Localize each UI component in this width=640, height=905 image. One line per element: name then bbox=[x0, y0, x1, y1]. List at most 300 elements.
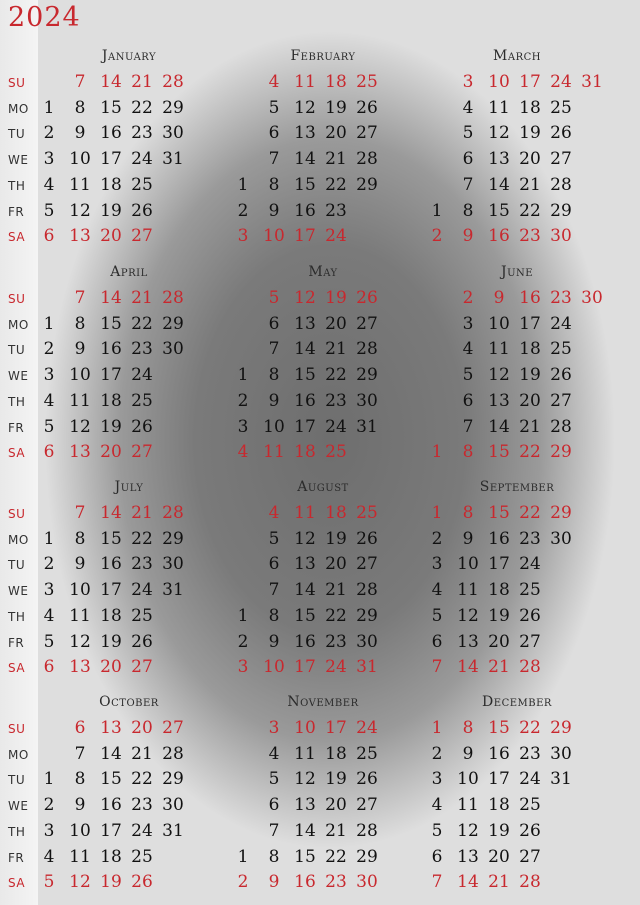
day-number: 17 bbox=[100, 365, 122, 386]
day-number: 28 bbox=[356, 339, 378, 360]
day-number: 20 bbox=[100, 442, 122, 463]
day-number: 28 bbox=[356, 820, 378, 841]
day-number: 14 bbox=[100, 72, 122, 92]
day-number: 3 bbox=[43, 820, 55, 841]
day-number: 24 bbox=[325, 226, 347, 247]
day-number: 19 bbox=[325, 97, 347, 118]
day-number: 13 bbox=[294, 313, 316, 334]
day-number: 21 bbox=[488, 872, 510, 893]
day-number: 15 bbox=[294, 846, 316, 867]
day-number: 25 bbox=[550, 97, 572, 118]
day-number: 25 bbox=[131, 174, 153, 195]
day-number: 14 bbox=[100, 743, 122, 764]
day-number: 20 bbox=[325, 313, 347, 334]
day-number: 28 bbox=[550, 416, 572, 437]
day-number: 15 bbox=[488, 200, 510, 221]
day-number: 3 bbox=[462, 313, 474, 334]
day-number: 28 bbox=[550, 174, 572, 195]
day-number: 4 bbox=[237, 442, 249, 463]
day-number: 1 bbox=[43, 528, 55, 549]
day-number: 7 bbox=[462, 174, 474, 195]
day-number: 28 bbox=[162, 743, 184, 764]
day-number: 21 bbox=[325, 580, 347, 601]
day-number: 21 bbox=[325, 820, 347, 841]
day-number: 26 bbox=[131, 200, 153, 221]
day-number: 19 bbox=[519, 365, 541, 386]
day-number: 4 bbox=[462, 339, 474, 360]
day-number: 11 bbox=[263, 442, 285, 463]
day-number: 1 bbox=[431, 442, 443, 463]
day-number: 29 bbox=[356, 365, 378, 386]
day-number: 11 bbox=[457, 580, 479, 601]
day-number: 18 bbox=[488, 580, 510, 601]
day-number: 1 bbox=[43, 313, 55, 334]
day-number: 11 bbox=[457, 795, 479, 816]
day-number: 27 bbox=[356, 123, 378, 144]
day-number: 29 bbox=[550, 718, 572, 738]
day-number: 2 bbox=[237, 872, 249, 893]
day-number: 15 bbox=[100, 313, 122, 334]
day-number: 24 bbox=[131, 149, 153, 170]
day-number: 30 bbox=[550, 528, 572, 549]
day-number: 25 bbox=[325, 442, 347, 463]
day-number: 23 bbox=[550, 288, 572, 308]
day-number: 8 bbox=[268, 605, 280, 626]
day-number: 16 bbox=[519, 288, 541, 308]
day-number: 25 bbox=[356, 743, 378, 764]
day-number: 22 bbox=[131, 769, 153, 790]
day-number: 7 bbox=[431, 872, 443, 893]
day-number: 12 bbox=[457, 820, 479, 841]
day-number: 2 bbox=[43, 554, 55, 575]
day-number: 20 bbox=[325, 123, 347, 144]
day-number: 23 bbox=[325, 631, 347, 652]
day-number: 16 bbox=[294, 631, 316, 652]
day-number: 26 bbox=[131, 631, 153, 652]
day-number: 18 bbox=[325, 72, 347, 92]
day-number: 21 bbox=[519, 174, 541, 195]
day-number: 22 bbox=[131, 528, 153, 549]
day-number: 30 bbox=[550, 743, 572, 764]
day-number: 12 bbox=[69, 200, 91, 221]
day-number: 9 bbox=[74, 795, 86, 816]
day-number: 25 bbox=[519, 580, 541, 601]
day-number: 28 bbox=[519, 657, 541, 678]
day-number: 22 bbox=[325, 174, 347, 195]
day-number: 1 bbox=[237, 174, 249, 195]
day-number: 23 bbox=[131, 123, 153, 144]
day-label: FR bbox=[8, 204, 25, 219]
day-number: 3 bbox=[43, 580, 55, 601]
day-number: 6 bbox=[74, 718, 86, 738]
day-number: 19 bbox=[488, 820, 510, 841]
day-number: 6 bbox=[431, 846, 443, 867]
day-number: 9 bbox=[268, 200, 280, 221]
day-label: TU bbox=[8, 558, 26, 573]
day-number: 2 bbox=[431, 743, 443, 764]
day-number: 16 bbox=[294, 200, 316, 221]
day-number: 7 bbox=[74, 503, 86, 523]
day-number: 2 bbox=[43, 123, 55, 144]
day-number: 9 bbox=[268, 390, 280, 411]
day-number: 31 bbox=[356, 657, 378, 678]
day-label: SA bbox=[8, 876, 26, 891]
day-number: 23 bbox=[519, 528, 541, 549]
day-number: 12 bbox=[69, 416, 91, 437]
day-number: 28 bbox=[356, 580, 378, 601]
day-number: 2 bbox=[237, 390, 249, 411]
day-number: 3 bbox=[431, 554, 443, 575]
day-number: 2 bbox=[237, 200, 249, 221]
day-number: 21 bbox=[131, 743, 153, 764]
day-number: 16 bbox=[488, 226, 510, 247]
day-number: 30 bbox=[550, 226, 572, 247]
day-label: SA bbox=[8, 446, 26, 461]
day-number: 11 bbox=[69, 174, 91, 195]
month-name: September bbox=[479, 479, 555, 495]
day-number: 7 bbox=[431, 657, 443, 678]
day-number: 1 bbox=[43, 97, 55, 118]
day-number: 6 bbox=[268, 554, 280, 575]
year-title: 2024 bbox=[8, 2, 81, 33]
day-number: 11 bbox=[69, 605, 91, 626]
day-number: 11 bbox=[488, 339, 510, 360]
day-number: 9 bbox=[74, 123, 86, 144]
day-number: 10 bbox=[294, 718, 316, 738]
day-number: 8 bbox=[462, 442, 474, 463]
day-label: TU bbox=[8, 127, 26, 142]
day-label: TH bbox=[8, 178, 26, 193]
day-number: 21 bbox=[131, 288, 153, 308]
day-number: 6 bbox=[43, 442, 55, 463]
day-number: 7 bbox=[268, 149, 280, 170]
day-number: 14 bbox=[100, 288, 122, 308]
day-number: 17 bbox=[100, 580, 122, 601]
day-number: 14 bbox=[457, 872, 479, 893]
day-number: 14 bbox=[488, 174, 510, 195]
day-label: MO bbox=[8, 317, 29, 332]
day-number: 28 bbox=[519, 872, 541, 893]
day-number: 10 bbox=[488, 313, 510, 334]
day-number: 30 bbox=[162, 554, 184, 575]
day-label: WE bbox=[8, 153, 29, 168]
day-number: 9 bbox=[74, 554, 86, 575]
day-number: 4 bbox=[43, 846, 55, 867]
day-number: 5 bbox=[43, 872, 55, 893]
day-number: 10 bbox=[263, 416, 285, 437]
month-name: February bbox=[290, 48, 356, 64]
day-number: 6 bbox=[268, 313, 280, 334]
day-label: SU bbox=[8, 76, 26, 90]
day-number: 12 bbox=[488, 123, 510, 144]
day-number: 8 bbox=[268, 846, 280, 867]
day-number: 31 bbox=[356, 416, 378, 437]
day-number: 19 bbox=[488, 605, 510, 626]
day-number: 4 bbox=[43, 605, 55, 626]
day-number: 29 bbox=[356, 846, 378, 867]
day-number: 12 bbox=[294, 97, 316, 118]
day-number: 31 bbox=[162, 149, 184, 170]
day-number: 23 bbox=[325, 872, 347, 893]
day-number: 12 bbox=[488, 365, 510, 386]
day-number: 10 bbox=[69, 149, 91, 170]
day-number: 8 bbox=[74, 769, 86, 790]
day-number: 22 bbox=[131, 313, 153, 334]
day-number: 18 bbox=[294, 442, 316, 463]
day-number: 30 bbox=[356, 872, 378, 893]
day-label: SU bbox=[8, 292, 26, 306]
day-number: 18 bbox=[325, 503, 347, 523]
day-number: 23 bbox=[131, 339, 153, 360]
day-number: 11 bbox=[488, 97, 510, 118]
day-number: 14 bbox=[100, 503, 122, 523]
day-number: 10 bbox=[69, 820, 91, 841]
day-number: 18 bbox=[519, 97, 541, 118]
day-number: 23 bbox=[325, 390, 347, 411]
day-number: 20 bbox=[131, 718, 153, 738]
day-number: 22 bbox=[131, 97, 153, 118]
day-number: 16 bbox=[488, 528, 510, 549]
day-number: 24 bbox=[519, 554, 541, 575]
day-number: 15 bbox=[488, 442, 510, 463]
day-number: 20 bbox=[519, 390, 541, 411]
day-number: 6 bbox=[462, 149, 474, 170]
day-number: 15 bbox=[488, 503, 510, 523]
day-number: 24 bbox=[325, 657, 347, 678]
day-number: 29 bbox=[162, 313, 184, 334]
day-number: 21 bbox=[488, 657, 510, 678]
day-number: 7 bbox=[74, 743, 86, 764]
day-number: 2 bbox=[462, 288, 474, 308]
day-number: 31 bbox=[581, 72, 603, 92]
day-number: 27 bbox=[550, 149, 572, 170]
day-number: 6 bbox=[268, 123, 280, 144]
day-number: 14 bbox=[294, 580, 316, 601]
day-label: TH bbox=[8, 609, 26, 624]
day-number: 15 bbox=[488, 718, 510, 738]
day-number: 23 bbox=[325, 200, 347, 221]
day-number: 28 bbox=[162, 503, 184, 523]
day-label: WE bbox=[8, 369, 29, 384]
day-number: 26 bbox=[519, 605, 541, 626]
day-number: 4 bbox=[268, 72, 280, 92]
month-name: November bbox=[287, 694, 359, 710]
day-number: 1 bbox=[237, 605, 249, 626]
day-label: TU bbox=[8, 343, 26, 358]
day-number: 5 bbox=[268, 288, 280, 308]
day-number: 24 bbox=[131, 820, 153, 841]
day-number: 18 bbox=[325, 743, 347, 764]
day-number: 3 bbox=[431, 769, 443, 790]
day-number: 18 bbox=[100, 174, 122, 195]
day-number: 4 bbox=[462, 97, 474, 118]
day-number: 26 bbox=[356, 528, 378, 549]
day-number: 9 bbox=[493, 288, 505, 308]
day-number: 15 bbox=[294, 605, 316, 626]
day-number: 21 bbox=[325, 149, 347, 170]
day-number: 5 bbox=[268, 528, 280, 549]
day-number: 16 bbox=[100, 795, 122, 816]
day-number: 21 bbox=[519, 416, 541, 437]
day-number: 15 bbox=[100, 528, 122, 549]
day-number: 19 bbox=[100, 872, 122, 893]
day-number: 25 bbox=[550, 339, 572, 360]
day-number: 10 bbox=[457, 769, 479, 790]
day-number: 26 bbox=[519, 820, 541, 841]
day-number: 2 bbox=[237, 631, 249, 652]
day-number: 27 bbox=[356, 313, 378, 334]
day-number: 25 bbox=[356, 503, 378, 523]
day-number: 12 bbox=[294, 288, 316, 308]
day-number: 11 bbox=[69, 846, 91, 867]
day-number: 29 bbox=[550, 442, 572, 463]
day-number: 27 bbox=[550, 390, 572, 411]
day-number: 10 bbox=[263, 657, 285, 678]
day-number: 4 bbox=[431, 580, 443, 601]
day-label: MO bbox=[8, 101, 29, 116]
day-number: 12 bbox=[69, 631, 91, 652]
day-label: WE bbox=[8, 799, 29, 814]
day-number: 16 bbox=[100, 554, 122, 575]
day-number: 20 bbox=[100, 657, 122, 678]
day-number: 27 bbox=[519, 846, 541, 867]
day-number: 9 bbox=[74, 339, 86, 360]
day-number: 18 bbox=[100, 390, 122, 411]
day-number: 13 bbox=[69, 226, 91, 247]
day-number: 25 bbox=[519, 795, 541, 816]
day-number: 18 bbox=[100, 846, 122, 867]
day-number: 14 bbox=[294, 339, 316, 360]
day-number: 6 bbox=[431, 631, 443, 652]
day-number: 7 bbox=[268, 339, 280, 360]
day-number: 8 bbox=[462, 200, 474, 221]
day-number: 15 bbox=[100, 769, 122, 790]
day-number: 29 bbox=[162, 97, 184, 118]
day-number: 5 bbox=[43, 200, 55, 221]
day-number: 4 bbox=[431, 795, 443, 816]
day-number: 27 bbox=[356, 554, 378, 575]
day-number: 22 bbox=[519, 718, 541, 738]
day-number: 3 bbox=[43, 149, 55, 170]
day-number: 19 bbox=[519, 123, 541, 144]
day-number: 13 bbox=[488, 149, 510, 170]
month-name: January bbox=[101, 48, 157, 64]
day-number: 22 bbox=[325, 846, 347, 867]
day-label: MO bbox=[8, 532, 29, 547]
day-number: 26 bbox=[356, 97, 378, 118]
day-number: 6 bbox=[43, 226, 55, 247]
day-number: 3 bbox=[237, 226, 249, 247]
day-number: 27 bbox=[162, 718, 184, 738]
day-number: 2 bbox=[431, 226, 443, 247]
day-number: 27 bbox=[519, 631, 541, 652]
month-name: December bbox=[482, 694, 552, 710]
day-number: 8 bbox=[74, 313, 86, 334]
day-number: 30 bbox=[162, 795, 184, 816]
day-number: 8 bbox=[268, 174, 280, 195]
day-number: 14 bbox=[294, 820, 316, 841]
day-number: 10 bbox=[263, 226, 285, 247]
day-number: 7 bbox=[462, 416, 474, 437]
day-number: 6 bbox=[43, 657, 55, 678]
day-number: 3 bbox=[462, 72, 474, 92]
day-number: 25 bbox=[131, 846, 153, 867]
day-number: 5 bbox=[462, 123, 474, 144]
month-name: June bbox=[500, 264, 534, 280]
day-number: 17 bbox=[294, 657, 316, 678]
day-number: 17 bbox=[100, 820, 122, 841]
day-number: 22 bbox=[325, 365, 347, 386]
day-number: 18 bbox=[488, 795, 510, 816]
day-number: 18 bbox=[100, 605, 122, 626]
day-number: 25 bbox=[131, 605, 153, 626]
day-number: 25 bbox=[356, 72, 378, 92]
day-number: 30 bbox=[356, 631, 378, 652]
day-number: 30 bbox=[356, 390, 378, 411]
day-number: 5 bbox=[431, 820, 443, 841]
day-number: 1 bbox=[431, 503, 443, 523]
day-number: 9 bbox=[268, 872, 280, 893]
day-number: 10 bbox=[457, 554, 479, 575]
day-number: 30 bbox=[162, 339, 184, 360]
day-number: 12 bbox=[69, 872, 91, 893]
day-label: WE bbox=[8, 584, 29, 599]
month-name: April bbox=[110, 264, 148, 280]
day-number: 8 bbox=[268, 365, 280, 386]
day-number: 16 bbox=[100, 339, 122, 360]
day-number: 7 bbox=[74, 72, 86, 92]
month-name: May bbox=[308, 264, 338, 280]
day-number: 20 bbox=[100, 226, 122, 247]
day-number: 2 bbox=[43, 339, 55, 360]
day-number: 13 bbox=[294, 123, 316, 144]
day-number: 7 bbox=[268, 580, 280, 601]
day-number: 8 bbox=[74, 528, 86, 549]
day-number: 22 bbox=[519, 442, 541, 463]
day-number: 24 bbox=[131, 580, 153, 601]
day-number: 23 bbox=[131, 795, 153, 816]
day-number: 23 bbox=[519, 226, 541, 247]
day-number: 24 bbox=[550, 72, 572, 92]
day-number: 19 bbox=[100, 200, 122, 221]
day-number: 31 bbox=[550, 769, 572, 790]
day-number: 31 bbox=[162, 580, 184, 601]
day-number: 3 bbox=[268, 718, 280, 738]
day-number: 15 bbox=[294, 365, 316, 386]
day-number: 27 bbox=[131, 442, 153, 463]
day-number: 17 bbox=[294, 416, 316, 437]
day-number: 19 bbox=[325, 288, 347, 308]
day-number: 26 bbox=[131, 872, 153, 893]
day-label: FR bbox=[8, 635, 25, 650]
day-number: 15 bbox=[100, 97, 122, 118]
day-number: 17 bbox=[519, 313, 541, 334]
day-number: 10 bbox=[69, 580, 91, 601]
day-number: 13 bbox=[69, 442, 91, 463]
day-number: 14 bbox=[488, 416, 510, 437]
day-number: 29 bbox=[162, 769, 184, 790]
day-number: 20 bbox=[325, 554, 347, 575]
day-number: 7 bbox=[74, 288, 86, 308]
day-number: 22 bbox=[519, 503, 541, 523]
day-label: TH bbox=[8, 394, 26, 409]
day-number: 13 bbox=[100, 718, 122, 738]
day-number: 24 bbox=[519, 769, 541, 790]
day-number: 16 bbox=[294, 390, 316, 411]
day-number: 5 bbox=[431, 605, 443, 626]
day-number: 31 bbox=[162, 820, 184, 841]
day-number: 20 bbox=[519, 149, 541, 170]
